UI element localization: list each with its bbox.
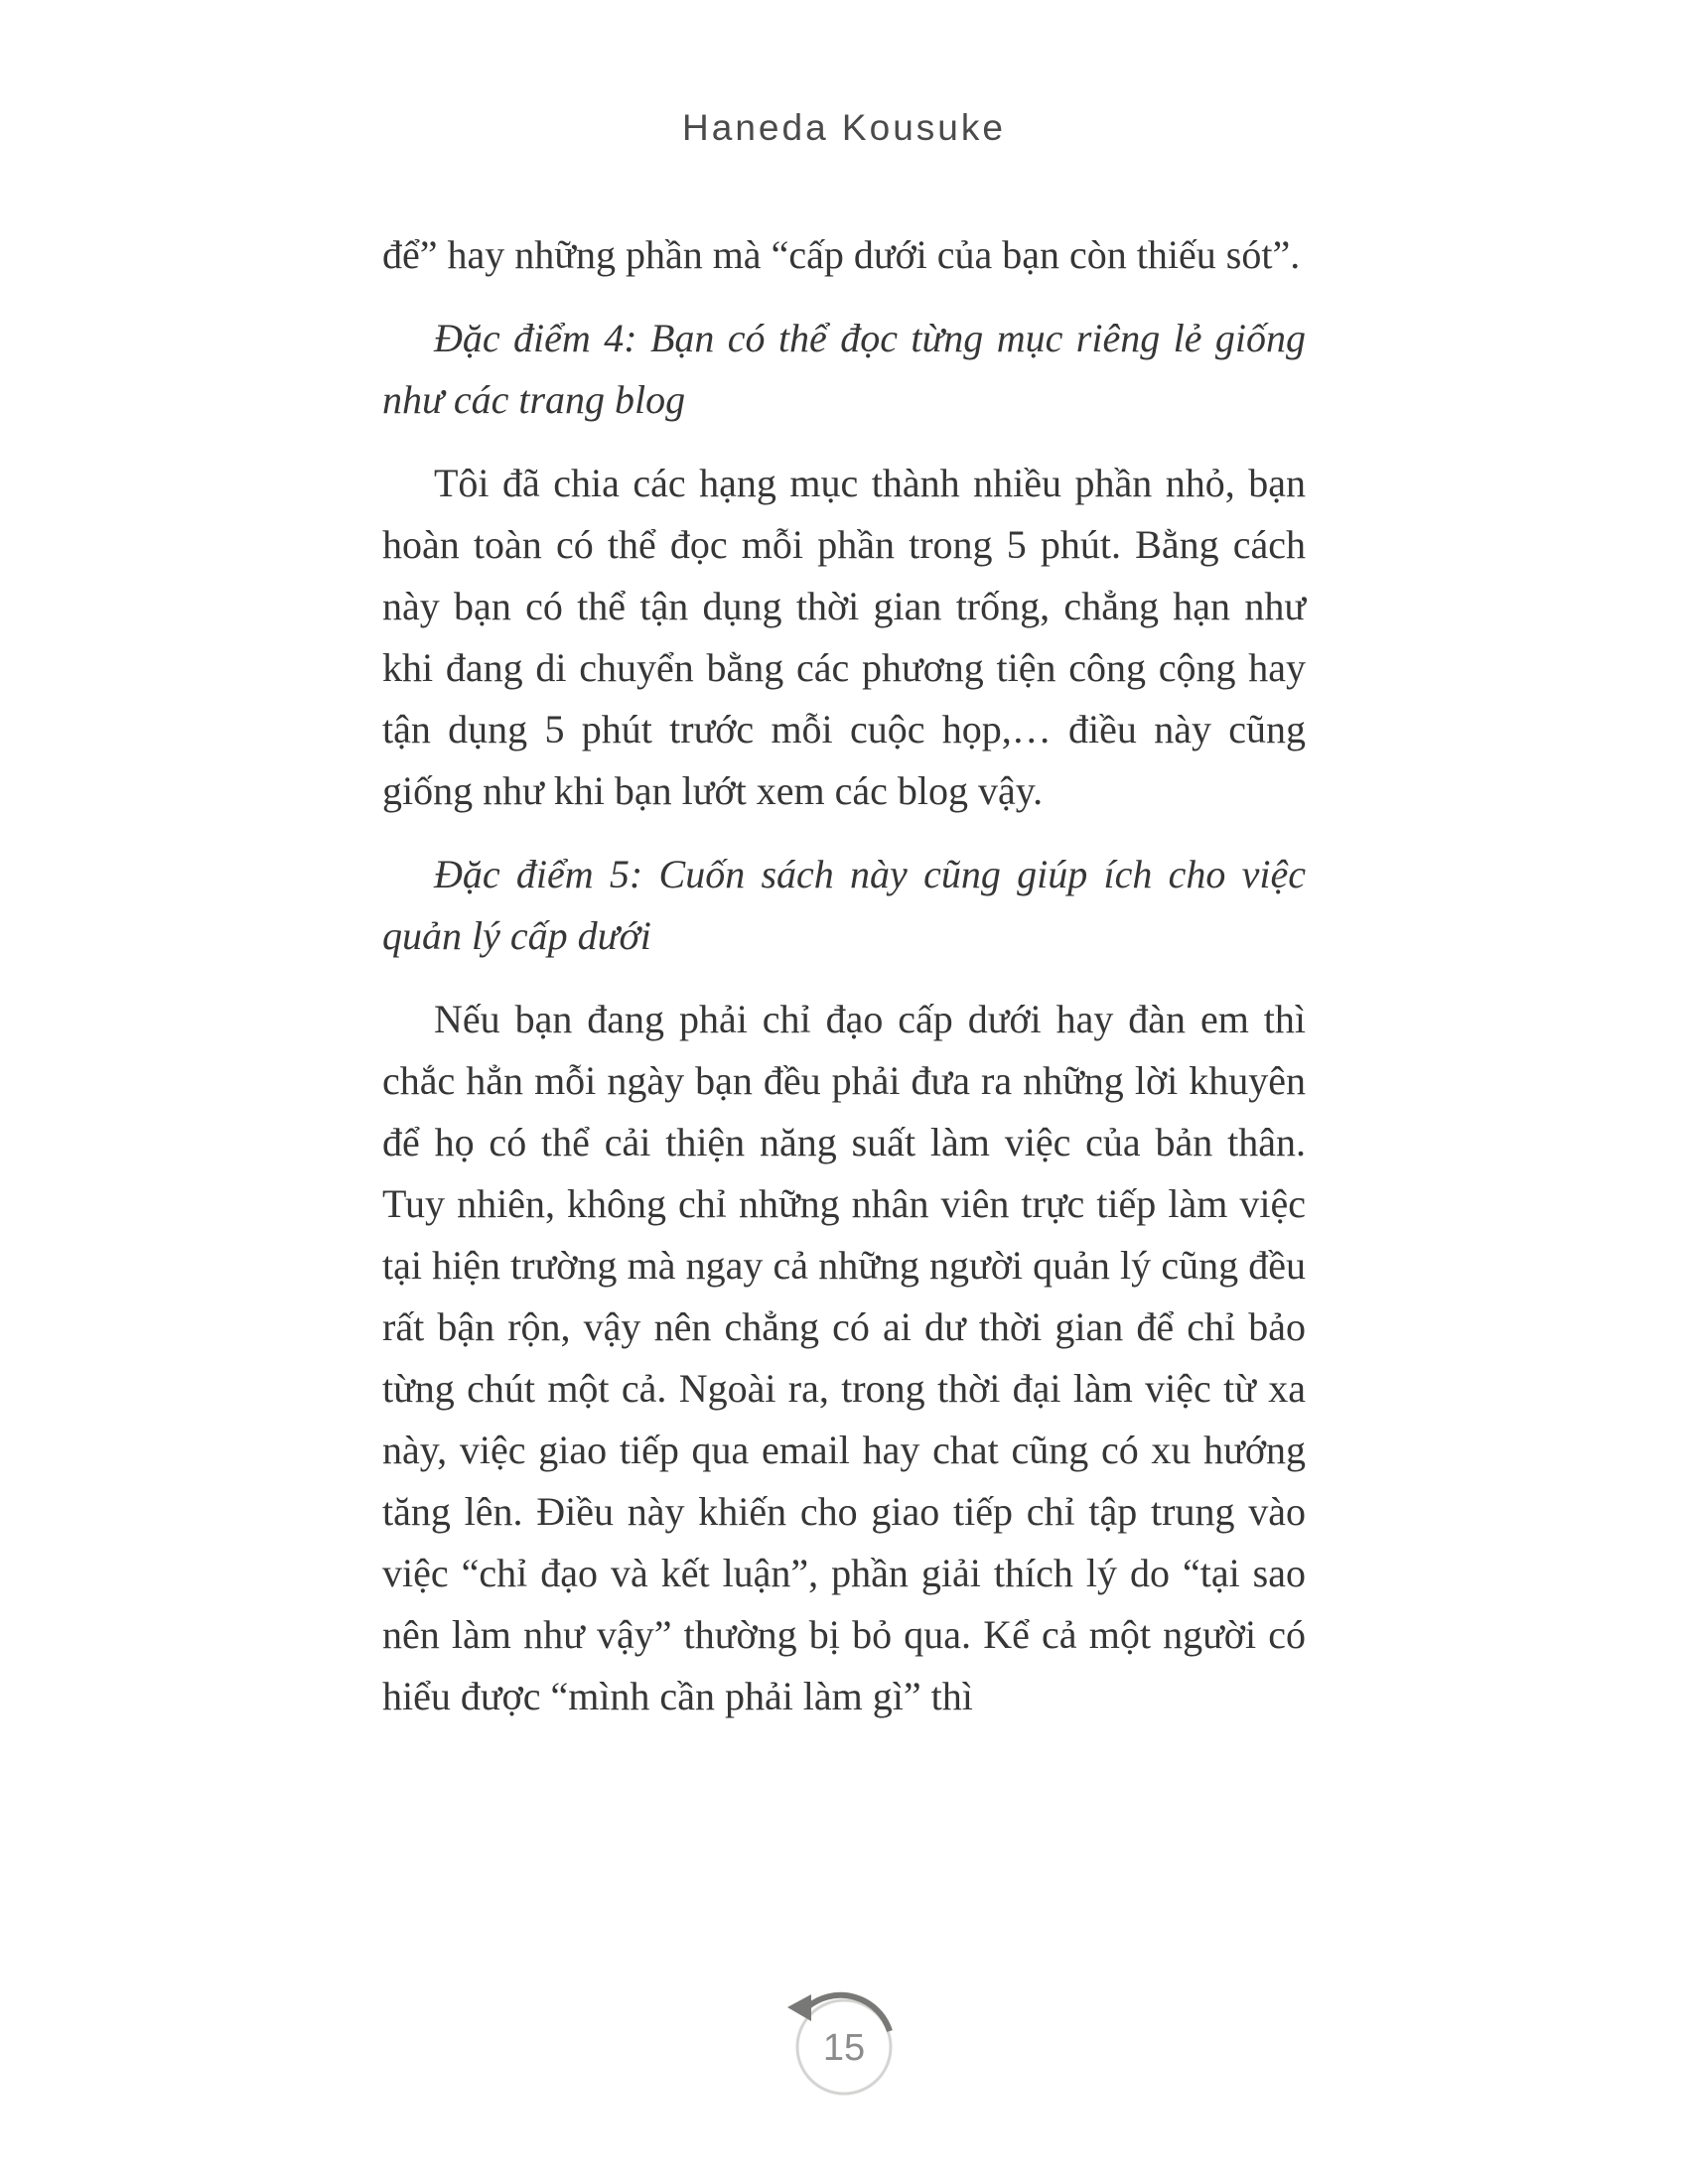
running-header-author: Haneda Kousuke — [682, 107, 1006, 148]
page-body — [382, 224, 1306, 1749]
paragraph-continuation: để” hay những phần mà “cấp dưới của bạn còn thiếu sót”. — [382, 232, 1301, 277]
paragraph-feature-4: Tôi đã chia các hạng mục thành nhiều phần nhỏ, bạn hoàn toàn có thể đọc mỗi phần trong 5 phút. Bằng cách này bạn có thể tận dụng thời gian trống, chẳng hạn như khi đang di chuyển bằng các phương tiện công cộng hay tận dụng 5 phút trước mỗi cuộc họp,… điều này cũng giống như khi bạn lướt xem các blog vậy. — [382, 461, 1306, 813]
page-number: 15 — [822, 2027, 866, 2069]
section-heading-feature-4: Đặc điểm 4: Bạn có thể đọc từng mục riêng lẻ giống như các trang blog — [382, 316, 1306, 422]
paragraph-feature-5: Nếu bạn đang phải chỉ đạo cấp dưới hay đàn em thì chắc hẳn mỗi ngày bạn đều phải đưa ra những lời khuyên để họ có thể cải thiện năng suất làm việc của bản thân. Tuy nhiên, không chỉ những nhân viên trực tiếp làm việc tại hiện trường mà ngay cả những người quản lý cũng đều rất bận rộn, vậy nên chẳng có ai dư thời gian để chỉ bảo từng chút một cả. Ngoài ra, trong thời đại làm việc từ xa này, việc giao tiếp qua email hay chat cũng có xu hướng tăng lên. Điều này khiến cho giao tiếp chỉ tập trung vào việc “chỉ đạo và kết luận”, phần giải thích lý do “tại sao nên làm như vậy” thường bị bỏ qua. Kể cả một người có hiểu được “mình cần phải làm gì” thì — [382, 997, 1306, 1718]
page-footer — [770, 1966, 918, 2115]
section-heading-feature-5: Đặc điểm 5: Cuốn sách này cũng giúp ích cho việc quản lý cấp dưới — [382, 852, 1306, 958]
